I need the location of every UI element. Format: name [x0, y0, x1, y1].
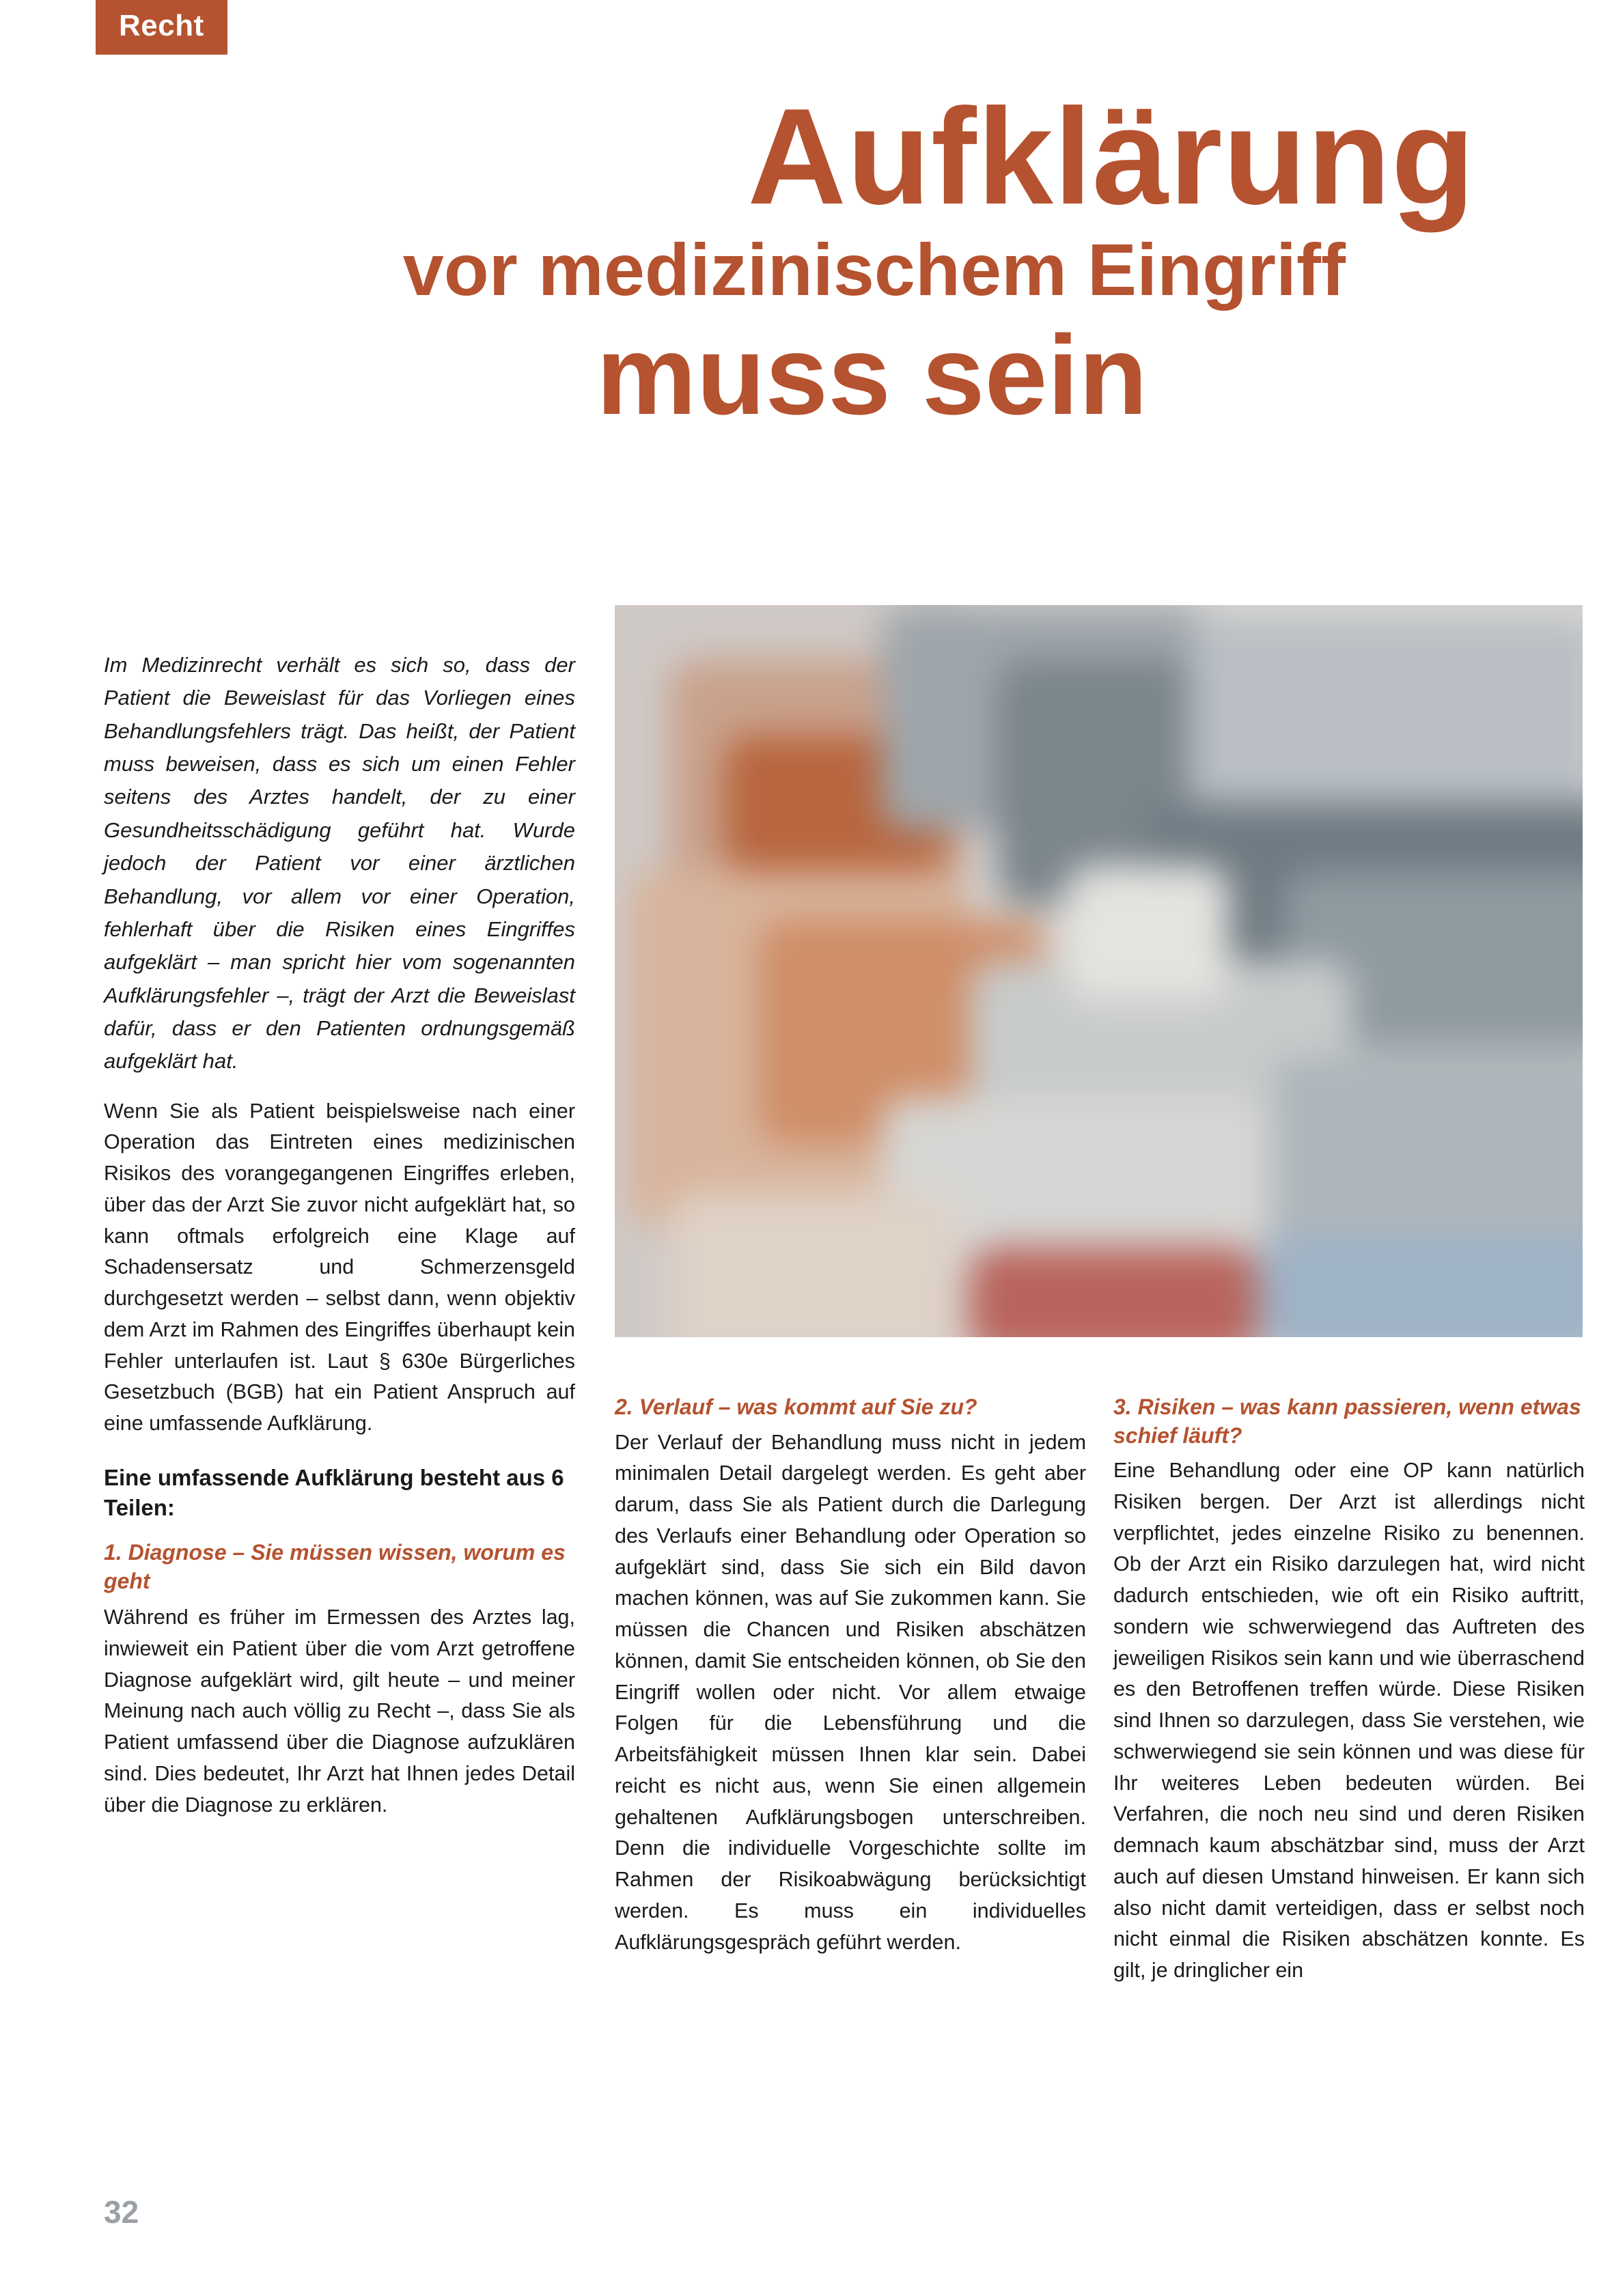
- page-number: 32: [104, 2194, 139, 2230]
- column-middle: [615, 1393, 1086, 1976]
- section-2-heading: 2. Verlauf – was kommt auf Sie zu?: [615, 1395, 977, 1419]
- category-tag: Recht: [96, 0, 227, 55]
- lead-heading: Eine umfassende Aufklärung besteht aus 6 Teilen:: [104, 1464, 564, 1521]
- paragraph-1: Wenn Sie als Patient beispielsweise nach einer Operation das Eintreten eines medizinischen Risikos des vorangegangenen Eingriffes erleben, über das der Arzt Sie zuvor nicht aufgeklärt hat, so kann oftmals erfolgreich eine Klage auf Schadensersatz und Schmerzensgeld durchgesetzt werden – selbst dann, wenn objektiv dem Arzt im Rahmen des Eingriffes überhaupt kein Fehler unterlaufen ist. Laut § 630e Bürgerliches Gesetzbuch (BGB) hat ein Patient Anspruch auf eine umfassende Aufklärung.: [104, 1099, 575, 1436]
- hero-image: [615, 605, 1583, 1337]
- hero-image-blur: [615, 605, 1583, 1337]
- title-line-1: Aufklärung: [747, 81, 1475, 233]
- title-line-3: muss sein: [596, 311, 1148, 438]
- column-right: [1113, 1393, 1585, 2004]
- section-1-text: Während es früher im Ermessen des Arztes lag, inwieweit ein Patient über die vom Arzt getroffene Diagnose aufgeklärt wird, gilt heute – und meiner Meinung nach auch völlig zu Recht –, dass Sie als Patient umfassend über die Diagnose aufzuklären sind. Dies bedeutet, Ihr Arzt hat Ihnen jedes Detail über die Diagnose zu erklären.: [104, 1606, 575, 1817]
- section-1-heading: 1. Diagnose – Sie müssen wissen, worum es geht: [104, 1540, 566, 1593]
- intro-paragraph: Im Medizinrecht verhält es sich so, dass der Patient die Beweislast für das Vorliegen eines Behandlungsfehlers trägt. Das heißt, der Patient muss beweisen, dass es sich um einen Fehler seitens des Arztes handelt, der zu einer Gesundheitsschädigung geführt hat. Wurde jedoch der Patient vor einer ärztlichen Behandlung, vor allem vor einer Operation, fehlerhaft über die Risiken eines Eingriffes aufgeklärt – man spricht hier vom sogenannten Aufklärungsfehler –, trägt der Arzt die Beweislast dafür, dass er den Patienten ordnungsgemäß aufgeklärt hat.: [104, 653, 575, 1074]
- section-2-text: Der Verlauf der Behandlung muss nicht in jedem minimalen Detail dargelegt werden. Es geht aber darum, dass Sie als Patient durch die Darlegung des Verlaufs einer Behandlung oder Operation so aufgeklärt sind, dass Sie sich ein Bild davon machen können, was auf Sie zukommen kann. Sie müssen die Chancen und Risiken abschätzen können, damit Sie entscheiden können, ob Sie den Eingriff wollen oder nicht. Vor allem etwaige Folgen für die Lebensführung und die Arbeitsfähigkeit müssen Ihnen klar sein. Dabei reicht es nicht aus, wenn Sie einen allgemein gehaltenen Aufklärungsbogen unterschreiben. Denn die individuelle Vorgeschichte sollte im Rahmen der Risikoabwägung berücksichtigt werden. Es muss ein individuelles Aufklärungsgespräch geführt werden.: [615, 1430, 1086, 1954]
- section-3-text: Eine Behandlung oder eine OP kann natürlich Risiken bergen. Der Arzt ist allerdings nicht verpflichtet, jedes einzelne Risiko zu benennen. Ob der Arzt ein Risiko darzulegen hat, wird nicht dadurch entschieden, wie oft ein Risiko auftritt, sondern wie schwerwiegend das Auftreten des jeweiligen Risikos sein kann und wie überraschend es den Betroffenen treffen würde. Diese Risiken sind Ihnen so darzulegen, dass Sie verstehen, wie schwerwiegend sie sein können und was diese für Ihr weiteres Leben bedeuten würden. Bei Verfahren, die noch neu sind und deren Risiken demnach kaum abschätzbar sind, muss der Arzt auch auf diesen Umstand hinweisen. Er kann sich also nicht damit verteidigen, dass er selbst noch nicht einmal die Risiken abschätzen konnte. Es gilt, je dringlicher ein: [1113, 1459, 1585, 1983]
- title-line-2: vor medizinischem Eingriff: [402, 228, 1346, 311]
- article-title: [96, 81, 1516, 438]
- section-3-heading: 3. Risiken – was kann passieren, wenn etwas schief läuft?: [1113, 1395, 1581, 1448]
- column-left: [104, 649, 575, 1838]
